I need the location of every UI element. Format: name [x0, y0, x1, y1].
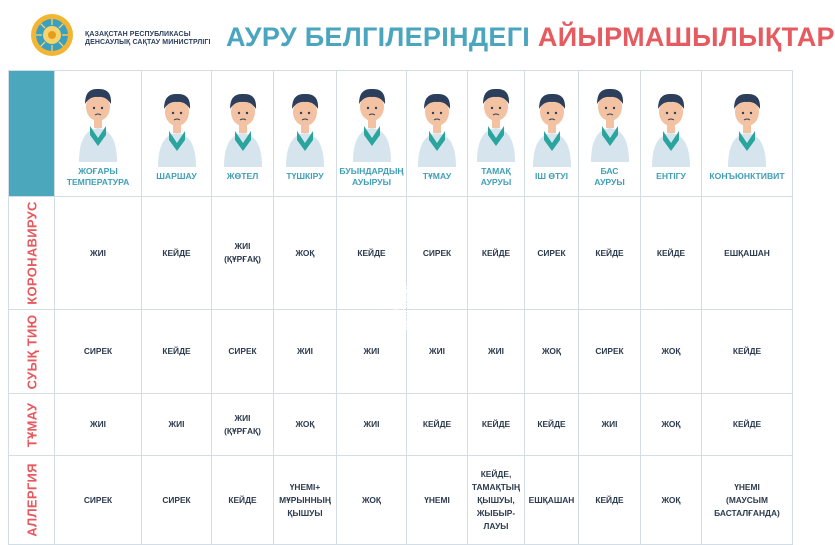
thermometer-person-icon — [55, 80, 141, 162]
corner-label: АУРУДЫҢ НЕГІЗГІ БЕЛГІЛЕРІ — [390, 269, 411, 346]
symptom-name: БАС АУРУЫ — [594, 165, 625, 187]
table-cell: ЖИІ — [274, 310, 337, 394]
table-cell: ҮНЕМІ+ МҰРЫННЫҢ ҚЫШУЫ — [274, 456, 337, 545]
table-cell: ЖОҚ — [641, 310, 702, 394]
table-cell: КЕЙДЕ — [212, 456, 274, 545]
table-cell: ЖОҚ — [525, 310, 579, 394]
table-cell: СИРЕК — [407, 197, 468, 310]
table-cell: КЕЙДЕ — [525, 394, 579, 456]
symptom-name: ЕНТІГУ — [656, 171, 686, 181]
symptom-header-row — [9, 71, 793, 197]
table-cell: ЖИІ — [579, 394, 641, 456]
ministry-name — [85, 31, 210, 47]
symptom-name: ШАРШАУ — [156, 171, 197, 181]
row-label-cell — [9, 394, 55, 456]
table-cell: КЕЙДЕ — [468, 394, 525, 456]
headache-person-icon — [579, 80, 640, 162]
sneezing-person-icon — [274, 85, 336, 167]
kazakhstan-emblem-icon — [30, 13, 74, 57]
symptom-name: ЖӨТЕЛ — [226, 171, 259, 181]
table-cell: КЕЙДЕ — [142, 197, 212, 310]
symptom-header-cell — [142, 71, 212, 197]
table-row — [9, 394, 793, 456]
table-cell: ЕШҚАШАН — [525, 456, 579, 545]
table-cell: СИРЕК — [55, 456, 142, 545]
stomach-ache-person-icon — [525, 85, 578, 167]
symptoms-table — [8, 70, 793, 545]
row-label-cell — [9, 456, 55, 545]
table-cell: ЖИІ — [337, 310, 407, 394]
conjunctivitis-person-icon — [702, 85, 792, 167]
table-cell: ЖИІ — [142, 394, 212, 456]
coughing-person-icon — [212, 85, 273, 167]
disease-label: ТҰМАУ — [24, 402, 39, 447]
table-cell: ЖИІ — [407, 310, 468, 394]
tired-person-icon — [142, 85, 211, 167]
disease-label: КОРОНАВИРУС — [24, 201, 39, 305]
table-cell: ЖОҚ — [641, 394, 702, 456]
symptom-name: ТҮШКІРУ — [286, 171, 324, 181]
table-cell: КЕЙДЕ — [407, 394, 468, 456]
table-cell: ҮНЕМІ — [407, 456, 468, 545]
table-cell: ЖИІ — [337, 394, 407, 456]
table-cell: ЖИІ — [468, 310, 525, 394]
table-cell: ЖИІ — [55, 197, 142, 310]
runny-nose-person-icon — [407, 85, 467, 167]
symptom-header-cell — [274, 71, 337, 197]
title-part-2: АЙЫРМАШЫЛЫҚТАР — [537, 22, 835, 52]
table-cell: КЕЙДЕ — [579, 456, 641, 545]
table-cell: СИРЕК — [55, 310, 142, 394]
table-cell: ЖОҚ — [274, 197, 337, 310]
header — [0, 0, 835, 70]
title-part-1: АУРУ БЕЛГІЛЕРІНДЕГІ — [226, 22, 531, 52]
symptom-name: ЖОҒАРЫ ТЕМПЕРАТУРА — [66, 165, 130, 187]
table-cell: КЕЙДЕ — [337, 197, 407, 310]
table-cell: ЖИІ (ҚҰРҒАҚ) — [212, 394, 274, 456]
table-cell: ЖОҚ — [641, 456, 702, 545]
symptom-name: ТҰМАУ — [422, 171, 452, 181]
table-cell: ЖОҚ — [274, 394, 337, 456]
table-cell: КЕЙДЕ — [641, 197, 702, 310]
symptom-name: ІШ ӨТУІ — [534, 171, 569, 181]
table-cell: ЕШҚАШАН — [702, 197, 793, 310]
symptom-header-cell — [468, 71, 525, 197]
table-cell: КЕЙДЕ, ТАМАҚТЫҢ ҚЫШУЫ, ЖЫБЫР- ЛАУЫ — [468, 456, 525, 545]
table-cell: СИРЕК — [142, 456, 212, 545]
symptom-header-cell — [702, 71, 793, 197]
table-cell: КЕЙДЕ — [702, 310, 793, 394]
symptom-header-cell — [579, 71, 641, 197]
symptom-name: ТАМАҚ АУРУЫ — [480, 165, 512, 187]
symptom-header-cell — [337, 71, 407, 197]
page-title — [226, 22, 835, 53]
table-cell: КЕЙДЕ — [702, 394, 793, 456]
table-cell: СИРЕК — [579, 310, 641, 394]
shortness-of-breath-person-icon — [641, 85, 701, 167]
symptom-header-cell — [525, 71, 579, 197]
row-label-cell — [9, 197, 55, 310]
symptom-name: КОНЪЮНКТИВИТ — [709, 171, 785, 181]
disease-label: СУЫҚ ТИЮ — [24, 314, 39, 389]
table-cell: СИРЕК — [212, 310, 274, 394]
table-cell: СИРЕК — [525, 197, 579, 310]
sore-throat-person-icon — [468, 80, 524, 162]
ministry-line-2: ДЕНСАУЛЫҚ САҚТАУ МИНИСТРЛІГІ — [85, 39, 211, 46]
table-cell: ҮНЕМІ (МАУСЫМ БАСТАЛҒАНДА) — [702, 456, 793, 545]
ministry-line-1: ҚАЗАҚСТАН РЕСПУБЛИКАСЫ — [85, 31, 191, 38]
table-cell: ЖИІ (ҚҰРҒАҚ) — [212, 197, 274, 310]
table-cell: КЕЙДЕ — [468, 197, 525, 310]
symptom-header-cell — [212, 71, 274, 197]
row-label-cell — [9, 310, 55, 394]
joint-pain-person-icon — [337, 80, 406, 162]
symptom-name: БУЫНДАРДЫҢ АУЫРУЫ — [339, 165, 404, 187]
table-cell: КЕЙДЕ — [579, 197, 641, 310]
symptom-header-cell — [407, 71, 468, 197]
symptom-header-cell — [55, 71, 142, 197]
symptom-header-cell — [641, 71, 702, 197]
table-cell: ЖОҚ — [337, 456, 407, 545]
table-cell: КЕЙДЕ — [142, 310, 212, 394]
table-row — [9, 456, 793, 545]
disease-label: АЛЛЕРГИЯ — [24, 463, 39, 537]
table-cell: ЖИІ — [55, 394, 142, 456]
